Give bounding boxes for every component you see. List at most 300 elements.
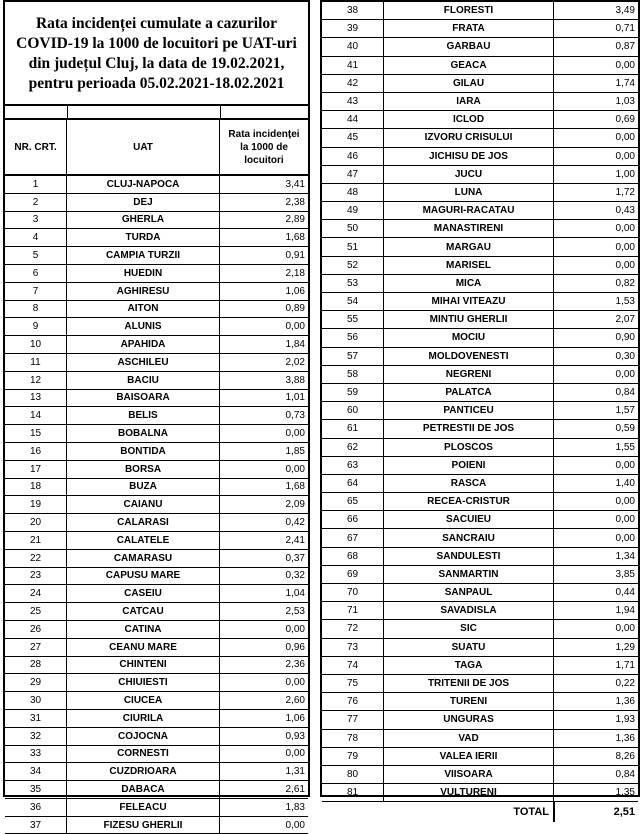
total-row bbox=[322, 802, 638, 822]
uat-name: CATINA bbox=[67, 621, 220, 638]
row-number: 78 bbox=[322, 730, 384, 747]
row-number: 67 bbox=[322, 529, 384, 546]
row-number: 38 bbox=[322, 2, 384, 19]
row-number: 12 bbox=[5, 372, 67, 389]
incidence-rate: 0,96 bbox=[285, 641, 305, 653]
uat-name: CATCAU bbox=[67, 603, 220, 620]
incidence-rate: 0,00 bbox=[615, 623, 635, 635]
left-rows bbox=[5, 176, 308, 834]
row-number: 7 bbox=[5, 283, 67, 300]
row-number: 9 bbox=[5, 318, 67, 335]
table-row bbox=[322, 548, 638, 566]
uat-name: BELIS bbox=[67, 407, 220, 424]
incidence-rate: 0,90 bbox=[615, 332, 635, 344]
row-number: 27 bbox=[5, 639, 67, 656]
incidence-rate: 2,60 bbox=[285, 695, 305, 706]
row-number: 58 bbox=[322, 366, 384, 383]
table-row bbox=[322, 293, 638, 311]
right-rows bbox=[322, 2, 638, 802]
row-number: 6 bbox=[5, 265, 67, 282]
row-number: 1 bbox=[5, 176, 67, 193]
uat-name: IZVORU CRISULUI bbox=[384, 129, 554, 146]
uat-name: GARBAU bbox=[384, 38, 554, 55]
row-number: 50 bbox=[322, 220, 384, 237]
uat-name: NEGRENI bbox=[384, 366, 554, 383]
incidence-rate: 0,00 bbox=[285, 428, 305, 440]
table-row bbox=[5, 176, 308, 194]
table-row bbox=[322, 475, 638, 493]
incidence-rate: 2,36 bbox=[285, 659, 305, 671]
row-number: 56 bbox=[322, 329, 384, 346]
header-uat: UAT bbox=[67, 120, 220, 174]
table-row bbox=[5, 585, 308, 603]
incidence-rate: 0,00 bbox=[615, 514, 635, 526]
row-number: 64 bbox=[322, 475, 384, 492]
incidence-rate: 1,94 bbox=[615, 605, 635, 617]
uat-name: CAIANU bbox=[67, 496, 220, 513]
uat-name: TURENI bbox=[384, 693, 554, 710]
row-number: 48 bbox=[322, 184, 384, 201]
row-number: 71 bbox=[322, 602, 384, 619]
uat-name: MANASTIRENI bbox=[384, 220, 554, 237]
table-row bbox=[322, 657, 638, 675]
uat-name: TRITENII DE JOS bbox=[384, 675, 554, 692]
uat-name: CEANU MARE bbox=[67, 639, 220, 656]
row-number: 32 bbox=[5, 728, 67, 745]
row-number: 24 bbox=[5, 585, 67, 602]
incidence-rate: 0,42 bbox=[285, 517, 305, 529]
uat-name: DABACA bbox=[67, 781, 220, 798]
spacer-row bbox=[5, 106, 308, 120]
incidence-rate: 1,04 bbox=[285, 588, 305, 600]
row-number: 16 bbox=[5, 443, 67, 460]
uat-name: CASEIU bbox=[67, 585, 220, 602]
incidence-rate: 3,85 bbox=[615, 568, 635, 580]
row-number: 11 bbox=[5, 354, 67, 371]
uat-name: SANCRAIU bbox=[384, 529, 554, 546]
uat-name: COJOCNA bbox=[67, 728, 220, 745]
uat-name: GHERLA bbox=[67, 212, 220, 229]
table-row bbox=[322, 457, 638, 475]
row-number: 73 bbox=[322, 639, 384, 656]
row-number: 13 bbox=[5, 390, 67, 407]
table-row bbox=[5, 354, 308, 372]
uat-name: AGHIRESU bbox=[67, 283, 220, 300]
table-row bbox=[5, 301, 308, 319]
table-row bbox=[5, 212, 308, 230]
uat-name: FRATA bbox=[384, 20, 554, 37]
uat-name: SANDULESTI bbox=[384, 548, 554, 565]
row-number: 68 bbox=[322, 548, 384, 565]
incidence-rate: 0,32 bbox=[285, 570, 305, 582]
table-row bbox=[322, 329, 638, 347]
row-number: 29 bbox=[5, 674, 67, 691]
incidence-rate: 0,91 bbox=[285, 250, 305, 262]
incidence-rate: 1,34 bbox=[615, 550, 635, 562]
table-row bbox=[5, 781, 308, 799]
table-row bbox=[322, 748, 638, 766]
incidence-rate: 1,01 bbox=[285, 392, 305, 404]
row-number: 15 bbox=[5, 425, 67, 442]
row-number: 2 bbox=[5, 194, 67, 211]
incidence-rate: 1,53 bbox=[615, 296, 635, 308]
header-nr-crt: NR. CRT. bbox=[5, 120, 67, 174]
row-number: 49 bbox=[322, 202, 384, 219]
table-row bbox=[5, 550, 308, 568]
uat-name: ASCHILEU bbox=[67, 354, 220, 371]
uat-name: LUNA bbox=[384, 184, 554, 201]
incidence-rate: 1,71 bbox=[615, 659, 635, 671]
incidence-rate: 1,06 bbox=[285, 712, 305, 724]
row-number: 5 bbox=[5, 247, 67, 264]
row-number: 74 bbox=[322, 657, 384, 674]
uat-name: SUATU bbox=[384, 639, 554, 656]
incidence-rate: 0,84 bbox=[615, 768, 635, 780]
table-row bbox=[5, 603, 308, 621]
table-row bbox=[5, 318, 308, 336]
row-number: 41 bbox=[322, 57, 384, 74]
right-table-panel bbox=[320, 0, 640, 819]
uat-name: CAMARASU bbox=[67, 550, 220, 567]
row-number: 57 bbox=[322, 348, 384, 365]
table-row bbox=[5, 247, 308, 265]
uat-name: POIENI bbox=[384, 457, 554, 474]
uat-name: MINTIU GHERLII bbox=[384, 311, 554, 328]
table-row bbox=[322, 439, 638, 457]
table-row bbox=[5, 229, 308, 247]
uat-name: CHINTENI bbox=[67, 657, 220, 674]
uat-name: FIZESU GHERLII bbox=[67, 817, 220, 834]
row-number: 70 bbox=[322, 584, 384, 601]
row-number: 63 bbox=[322, 457, 384, 474]
incidence-rate: 0,93 bbox=[285, 730, 305, 742]
row-number: 53 bbox=[322, 275, 384, 292]
table-row bbox=[5, 674, 308, 692]
incidence-rate: 1,68 bbox=[285, 232, 305, 244]
row-number: 10 bbox=[5, 336, 67, 353]
row-number: 69 bbox=[322, 566, 384, 583]
incidence-rate: 2,09 bbox=[285, 499, 305, 511]
table-row bbox=[322, 238, 638, 256]
row-number: 34 bbox=[5, 763, 67, 780]
incidence-rate: 0,00 bbox=[615, 459, 635, 471]
uat-name: TAGA bbox=[384, 657, 554, 674]
incidence-rate: 2,89 bbox=[285, 214, 305, 226]
row-number: 19 bbox=[5, 496, 67, 513]
incidence-rate: 0,73 bbox=[285, 410, 305, 422]
incidence-rate: 1,85 bbox=[285, 445, 305, 457]
table-row bbox=[5, 425, 308, 443]
row-number: 51 bbox=[322, 238, 384, 255]
table-row bbox=[5, 496, 308, 514]
row-number: 81 bbox=[322, 784, 384, 801]
incidence-rate: 0,82 bbox=[615, 277, 635, 289]
table-row bbox=[322, 420, 638, 438]
table-row bbox=[5, 692, 308, 710]
header-rate bbox=[220, 120, 308, 174]
uat-name: RASCA bbox=[384, 475, 554, 492]
incidence-rate: 1,68 bbox=[285, 481, 305, 493]
row-number: 4 bbox=[5, 229, 67, 246]
incidence-rate: 1,74 bbox=[615, 77, 635, 89]
uat-name: CAMPIA TURZII bbox=[67, 247, 220, 264]
table-row bbox=[5, 746, 308, 764]
table-row bbox=[5, 283, 308, 301]
incidence-rate: 0,00 bbox=[615, 532, 635, 544]
uat-name: MARGAU bbox=[384, 238, 554, 255]
table-row bbox=[322, 766, 638, 784]
table-row bbox=[322, 675, 638, 693]
uat-name: BOBALNA bbox=[67, 425, 220, 442]
row-number: 66 bbox=[322, 511, 384, 528]
table-row bbox=[322, 2, 638, 20]
uat-name: MAGURI-RACATAU bbox=[384, 202, 554, 219]
incidence-rate: 1,36 bbox=[615, 696, 635, 708]
uat-name: TURDA bbox=[67, 229, 220, 246]
row-number: 42 bbox=[322, 75, 384, 92]
row-number: 26 bbox=[5, 621, 67, 638]
table-row bbox=[5, 336, 308, 354]
table-row bbox=[322, 384, 638, 402]
table-row bbox=[5, 657, 308, 675]
table-row bbox=[5, 532, 308, 550]
row-number: 47 bbox=[322, 166, 384, 183]
row-number: 45 bbox=[322, 129, 384, 146]
row-number: 36 bbox=[5, 799, 67, 816]
incidence-rate: 1,36 bbox=[615, 732, 635, 744]
uat-name: BONTIDA bbox=[67, 443, 220, 460]
incidence-rate: 2,02 bbox=[285, 356, 305, 368]
incidence-rate: 0,00 bbox=[285, 463, 305, 475]
incidence-rate: 1,35 bbox=[615, 787, 635, 799]
row-number: 76 bbox=[322, 693, 384, 710]
table-row bbox=[322, 257, 638, 275]
uat-name: ALUNIS bbox=[67, 318, 220, 335]
incidence-rate: 2,53 bbox=[285, 606, 305, 618]
uat-name: MARISEL bbox=[384, 257, 554, 274]
table-row bbox=[322, 584, 638, 602]
row-number: 14 bbox=[5, 407, 67, 424]
table-row bbox=[5, 443, 308, 461]
title-line-4: pentru perioada 05.02.2021-18.02.2021 bbox=[28, 75, 285, 92]
incidence-rate: 0,30 bbox=[615, 350, 635, 362]
row-number: 8 bbox=[5, 301, 67, 318]
row-number: 61 bbox=[322, 420, 384, 437]
table-row bbox=[5, 514, 308, 532]
left-table-panel bbox=[3, 0, 310, 831]
table-row bbox=[322, 75, 638, 93]
incidence-rate: 0,00 bbox=[285, 819, 305, 831]
uat-name: SANMARTIN bbox=[384, 566, 554, 583]
row-number: 62 bbox=[322, 439, 384, 456]
table-row bbox=[322, 93, 638, 111]
uat-name: VULTURENI bbox=[384, 784, 554, 801]
uat-name: CIURILA bbox=[67, 710, 220, 727]
table-row bbox=[5, 390, 308, 408]
table-row bbox=[322, 129, 638, 147]
uat-name: BUZA bbox=[67, 479, 220, 496]
table-row bbox=[322, 348, 638, 366]
uat-name: HUEDIN bbox=[67, 265, 220, 282]
incidence-rate: 1,55 bbox=[615, 441, 635, 453]
row-number: 44 bbox=[322, 111, 384, 128]
row-number: 75 bbox=[322, 675, 384, 692]
table-row bbox=[322, 38, 638, 56]
incidence-rate: 2,61 bbox=[285, 783, 305, 795]
table-row bbox=[5, 568, 308, 586]
table-row bbox=[5, 763, 308, 781]
incidence-rate: 0,00 bbox=[615, 223, 635, 235]
uat-name: DEJ bbox=[67, 194, 220, 211]
table-row bbox=[322, 166, 638, 184]
table-row bbox=[5, 372, 308, 390]
row-number: 33 bbox=[5, 746, 67, 763]
row-number: 37 bbox=[5, 817, 67, 834]
table-row bbox=[322, 566, 638, 584]
row-number: 30 bbox=[5, 692, 67, 709]
incidence-rate: 3,49 bbox=[615, 5, 635, 17]
uat-name: BORSA bbox=[67, 461, 220, 478]
row-number: 60 bbox=[322, 402, 384, 419]
row-number: 54 bbox=[322, 293, 384, 310]
uat-name: CORNESTI bbox=[67, 746, 220, 763]
uat-name: CIUCEA bbox=[67, 692, 220, 709]
table-row bbox=[322, 693, 638, 711]
uat-name: CALARASI bbox=[67, 514, 220, 531]
uat-name: CALATELE bbox=[67, 532, 220, 549]
incidence-rate: 8,26 bbox=[615, 750, 635, 762]
incidence-rate: 0,00 bbox=[615, 496, 635, 508]
incidence-rate: 0,59 bbox=[615, 423, 635, 435]
row-number: 25 bbox=[5, 603, 67, 620]
table-row bbox=[322, 275, 638, 293]
table-row bbox=[5, 639, 308, 657]
table-row bbox=[5, 710, 308, 728]
document-title bbox=[5, 2, 308, 106]
table-row bbox=[322, 111, 638, 129]
table-row bbox=[322, 311, 638, 329]
uat-name: SANPAUL bbox=[384, 584, 554, 601]
uat-name: SACUIEU bbox=[384, 511, 554, 528]
header-rate-line-1: Rata incidenței bbox=[228, 128, 300, 140]
row-number: 17 bbox=[5, 461, 67, 478]
incidence-rate: 2,38 bbox=[285, 196, 305, 208]
uat-name: MIHAI VITEAZU bbox=[384, 293, 554, 310]
row-number: 80 bbox=[322, 766, 384, 783]
incidence-rate: 0,00 bbox=[285, 748, 305, 760]
table-row bbox=[5, 479, 308, 497]
incidence-rate: 0,22 bbox=[615, 678, 635, 690]
header-rate-line-3: locuitori bbox=[244, 154, 284, 166]
table-row bbox=[322, 711, 638, 729]
row-number: 59 bbox=[322, 384, 384, 401]
incidence-rate: 2,18 bbox=[285, 267, 305, 279]
uat-name: SIC bbox=[384, 620, 554, 637]
title-line-3: din județul Cluj, la data de 19.02.2021, bbox=[28, 55, 285, 72]
table-row bbox=[322, 57, 638, 75]
incidence-rate: 0,71 bbox=[615, 23, 635, 35]
incidence-rate: 0,00 bbox=[615, 132, 635, 144]
title-line-2: COVID-19 la 1000 de locuitori pe UAT-uri bbox=[16, 35, 297, 52]
table-row bbox=[322, 148, 638, 166]
table-row bbox=[322, 220, 638, 238]
row-number: 39 bbox=[322, 20, 384, 37]
uat-name: PALATCA bbox=[384, 384, 554, 401]
incidence-rate: 0,00 bbox=[615, 150, 635, 162]
table-row bbox=[322, 366, 638, 384]
uat-name: GILAU bbox=[384, 75, 554, 92]
incidence-rate: 3,41 bbox=[285, 178, 305, 190]
row-number: 55 bbox=[322, 311, 384, 328]
table-row bbox=[322, 20, 638, 38]
incidence-rate: 1,57 bbox=[615, 405, 635, 417]
incidence-rate: 0,43 bbox=[615, 205, 635, 217]
table-row bbox=[5, 799, 308, 817]
table-row bbox=[5, 728, 308, 746]
uat-name: MOLDOVENESTI bbox=[384, 348, 554, 365]
total-label: TOTAL bbox=[322, 802, 554, 822]
table-row bbox=[322, 529, 638, 547]
incidence-rate: 1,83 bbox=[285, 801, 305, 813]
uat-name: SAVADISLA bbox=[384, 602, 554, 619]
row-number: 28 bbox=[5, 657, 67, 674]
incidence-rate: 1,03 bbox=[615, 96, 635, 108]
table-row bbox=[322, 493, 638, 511]
total-value: 2,51 bbox=[554, 802, 638, 822]
row-number: 43 bbox=[322, 93, 384, 110]
row-number: 35 bbox=[5, 781, 67, 798]
uat-name: IARA bbox=[384, 93, 554, 110]
table-row bbox=[5, 265, 308, 283]
row-number: 46 bbox=[322, 148, 384, 165]
table-row bbox=[322, 184, 638, 202]
incidence-rate: 0,00 bbox=[285, 677, 305, 689]
uat-name: APAHIDA bbox=[67, 336, 220, 353]
incidence-rate: 0,00 bbox=[615, 59, 635, 71]
incidence-rate: 3,88 bbox=[285, 374, 305, 386]
table-row bbox=[322, 402, 638, 420]
row-number: 18 bbox=[5, 479, 67, 496]
uat-name: FELEACU bbox=[67, 799, 220, 816]
table-row bbox=[322, 730, 638, 748]
incidence-rate: 0,44 bbox=[615, 587, 635, 599]
table-row bbox=[5, 817, 308, 834]
uat-name: CLUJ-NAPOCA bbox=[67, 176, 220, 193]
uat-name: GEACA bbox=[384, 57, 554, 74]
uat-name: UNGURAS bbox=[384, 711, 554, 728]
incidence-rate: 1,06 bbox=[285, 285, 305, 297]
uat-name: AITON bbox=[67, 301, 220, 318]
row-number: 31 bbox=[5, 710, 67, 727]
incidence-rate: 1,84 bbox=[285, 339, 305, 351]
table-header bbox=[5, 120, 308, 176]
row-number: 79 bbox=[322, 748, 384, 765]
uat-name: MOCIU bbox=[384, 329, 554, 346]
uat-name: CAPUSU MARE bbox=[67, 568, 220, 585]
row-number: 3 bbox=[5, 212, 67, 229]
table-row bbox=[322, 620, 638, 638]
row-number: 40 bbox=[322, 38, 384, 55]
table-row bbox=[322, 202, 638, 220]
table-row bbox=[5, 621, 308, 639]
row-number: 21 bbox=[5, 532, 67, 549]
row-number: 77 bbox=[322, 711, 384, 728]
header-rate-line-2: la 1000 de bbox=[240, 141, 288, 153]
incidence-rate: 0,00 bbox=[285, 623, 305, 635]
table-row bbox=[322, 511, 638, 529]
incidence-rate: 0,37 bbox=[285, 552, 305, 564]
incidence-rate: 2,41 bbox=[285, 534, 305, 546]
